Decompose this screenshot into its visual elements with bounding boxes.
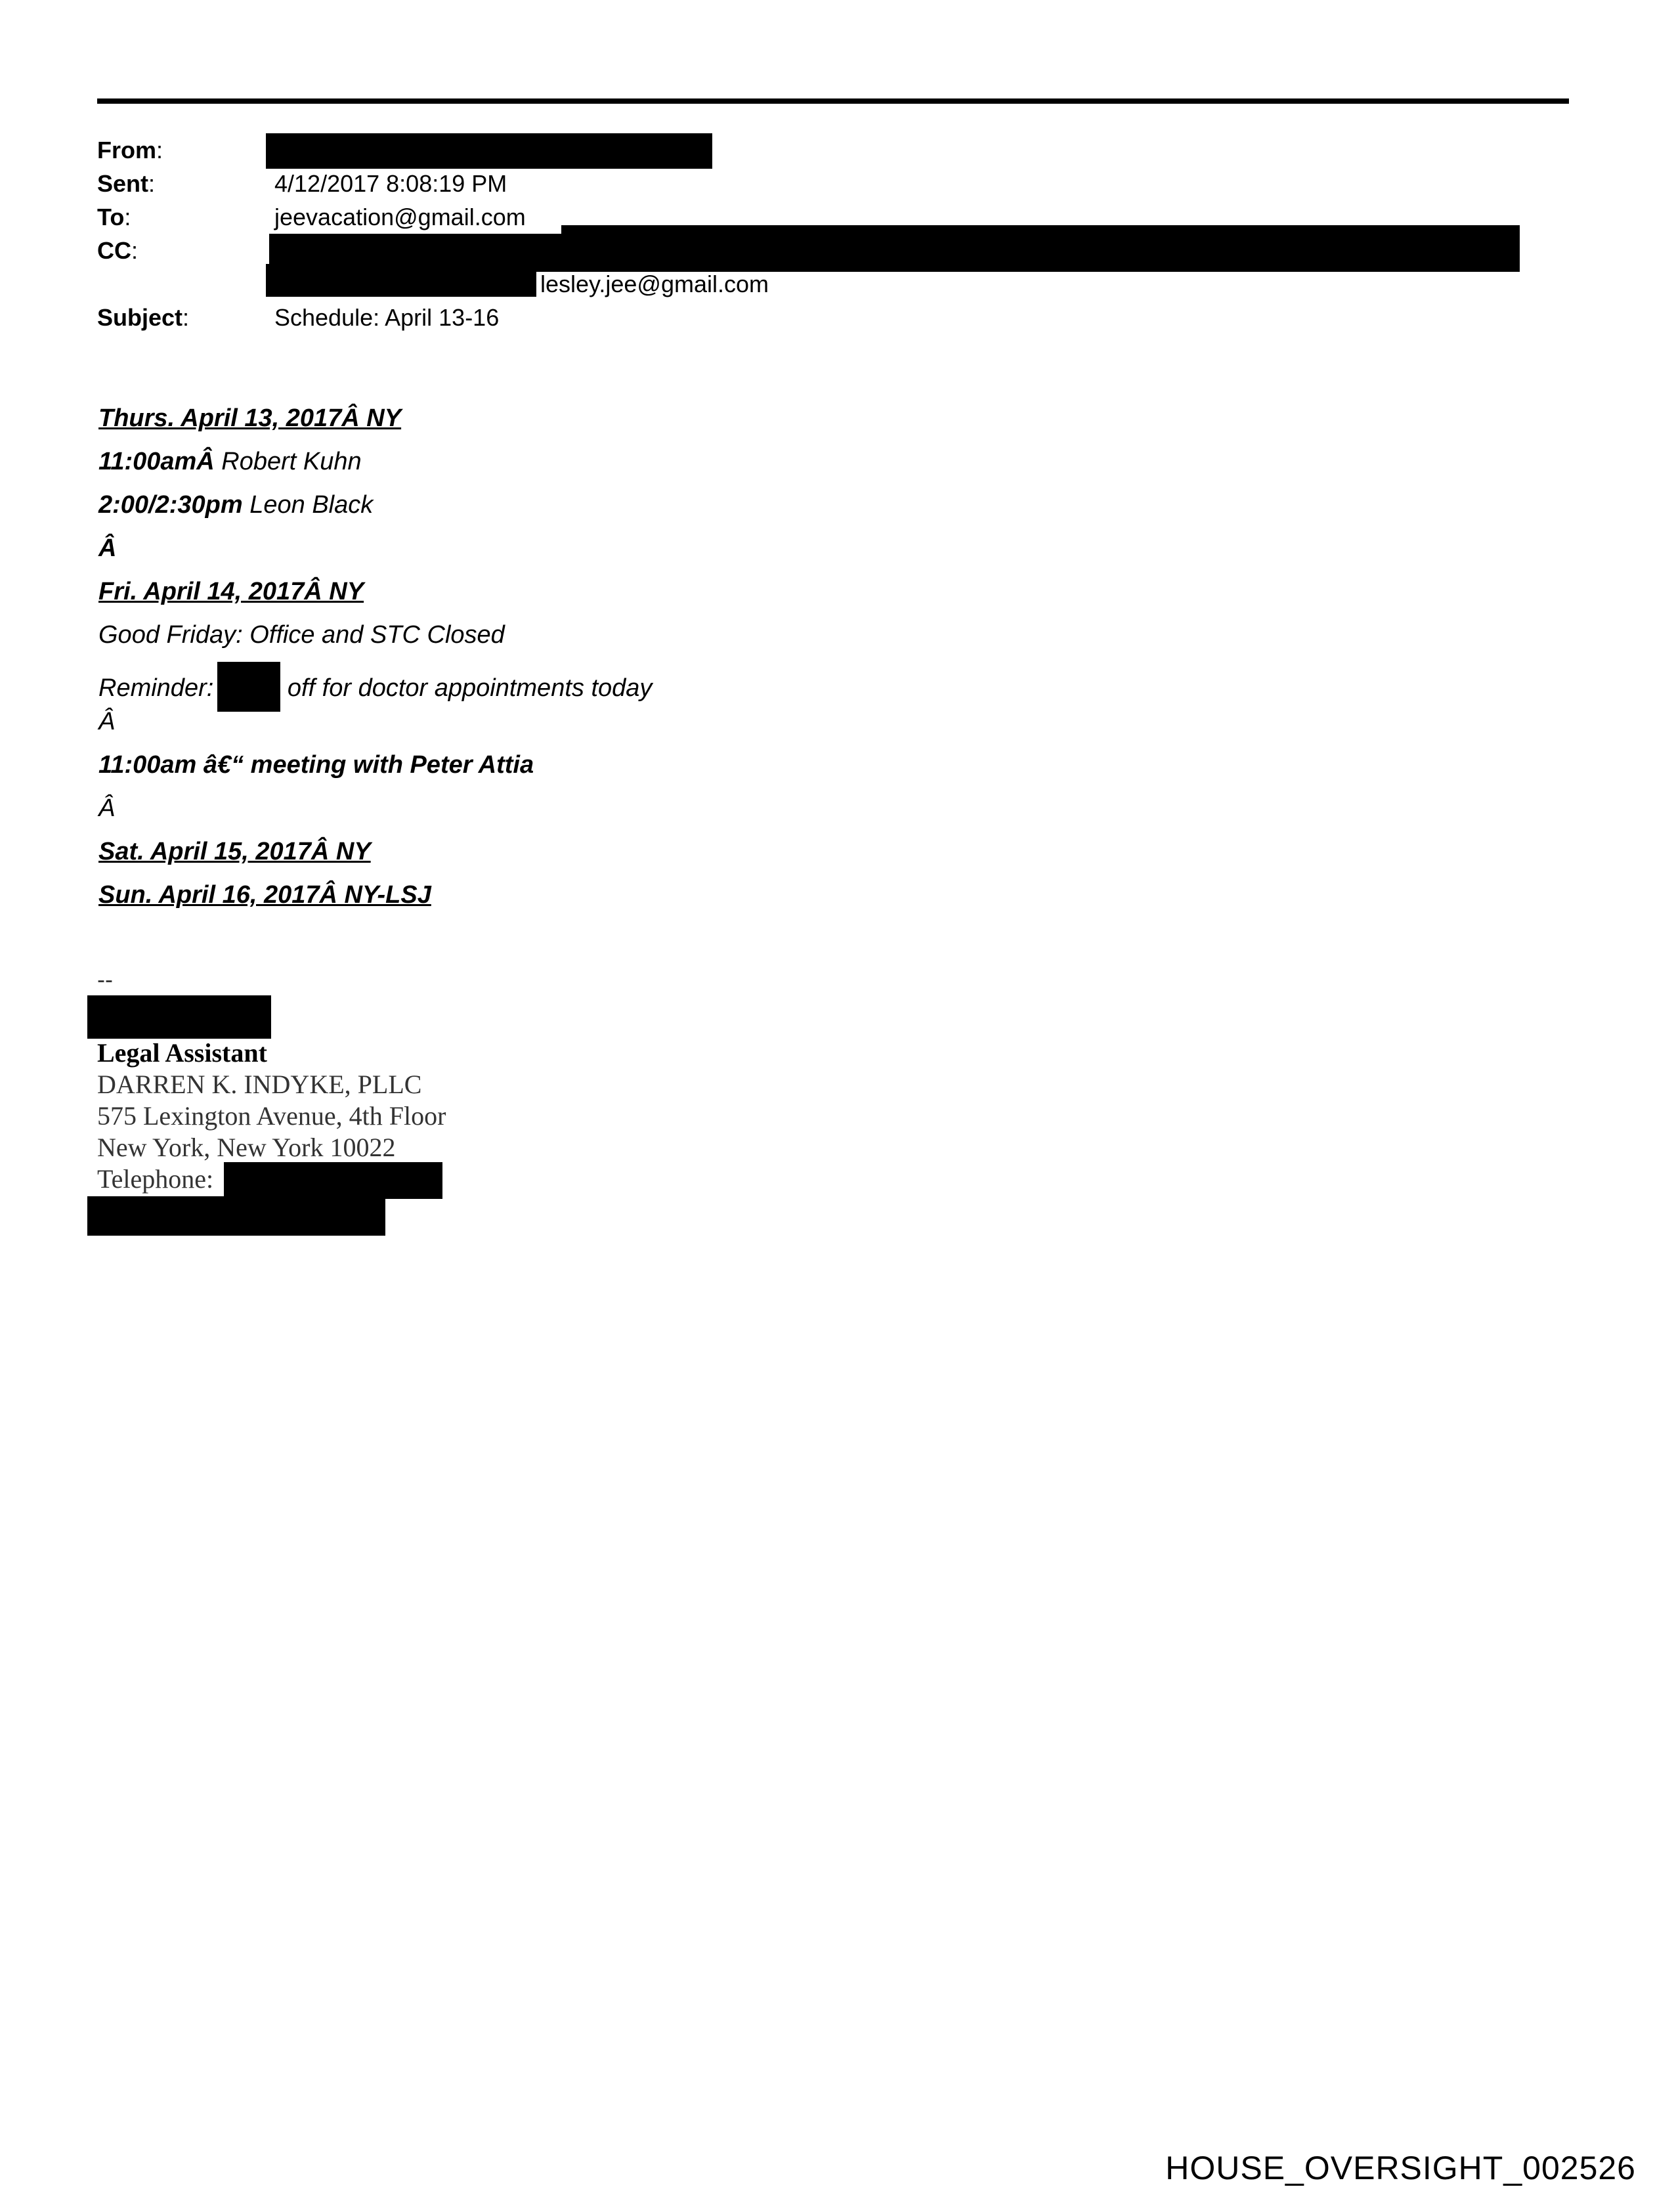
cc-label-row	[97, 234, 138, 267]
item-time: 2:00/2:30pm	[98, 491, 243, 519]
to-value: jeevacation@gmail.com	[274, 204, 526, 230]
cc-semicolon: ;	[1510, 240, 1517, 267]
signature-firm: DARREN K. INDYKE, PLLC	[97, 1070, 422, 1099]
schedule-item-reminder	[98, 662, 652, 712]
signature-extra-redaction	[87, 1196, 385, 1236]
from-label: From	[97, 137, 156, 163]
schedule-item-robert-kuhn	[98, 445, 362, 478]
cc-label: CC	[97, 237, 131, 264]
signature-telephone-label: Telephone:	[97, 1164, 214, 1194]
to-colon: :	[124, 204, 131, 230]
signature-title: Legal Assistant	[97, 1038, 267, 1068]
subject-label-row	[97, 301, 189, 334]
schedule-item-peter-attia: 11:00am â€“ meeting with Peter Attia	[98, 751, 534, 779]
cc-value: lesley.jee@gmail.com	[540, 271, 769, 297]
item-text: Robert Kuhn	[214, 448, 362, 475]
header-rule	[97, 98, 1569, 104]
reminder-redaction	[217, 662, 280, 712]
sent-colon: :	[148, 170, 156, 197]
day-heading-sunday: Sun. April 16, 2017Â NY-LSJ	[98, 881, 431, 909]
reminder-prefix: Reminder:	[98, 674, 214, 702]
sent-label: Sent	[97, 170, 149, 197]
signature-address-line1: 575 Lexington Avenue, 4th Floor	[97, 1101, 446, 1131]
signature-separator: --	[97, 966, 113, 993]
day-heading-friday: Fri. April 14, 2017Â NY	[98, 578, 364, 605]
sent-label-row	[97, 167, 155, 200]
reminder-suffix: off for doctor appointments today	[280, 674, 653, 702]
cc-redaction-top	[561, 225, 1520, 245]
subject-label: Subject	[97, 304, 183, 331]
item-time: 11:00amÂ	[98, 448, 215, 475]
spacer-line: Â	[98, 794, 116, 822]
subject-value: Schedule: April 13-16	[274, 304, 500, 331]
bates-number: HOUSE_OVERSIGHT_002526	[1165, 2150, 1636, 2186]
day-heading-thursday: Thurs. April 13, 2017Â NY	[98, 404, 402, 432]
from-label-row	[97, 134, 163, 167]
to-label-row	[97, 201, 131, 234]
from-colon: :	[156, 137, 163, 163]
signature-name-redaction	[87, 995, 271, 1039]
sent-value: 4/12/2017 8:08:19 PM	[274, 170, 507, 197]
spacer-line: Â	[98, 534, 117, 562]
from-redaction	[266, 133, 712, 169]
cc-colon: :	[131, 237, 139, 264]
schedule-item-leon-black	[98, 488, 373, 521]
signature-address-line2: New York, New York 10022	[97, 1133, 396, 1162]
spacer-line: Â	[98, 708, 116, 735]
cc-redaction-line2	[266, 264, 536, 297]
telephone-redaction	[224, 1162, 442, 1199]
schedule-item-good-friday: Good Friday: Office and STC Closed	[98, 621, 505, 649]
day-heading-saturday: Sat. April 15, 2017Â NY	[98, 838, 371, 865]
item-text: Leon Black	[242, 491, 374, 519]
to-label: To	[97, 204, 125, 230]
subject-colon: :	[182, 304, 190, 331]
